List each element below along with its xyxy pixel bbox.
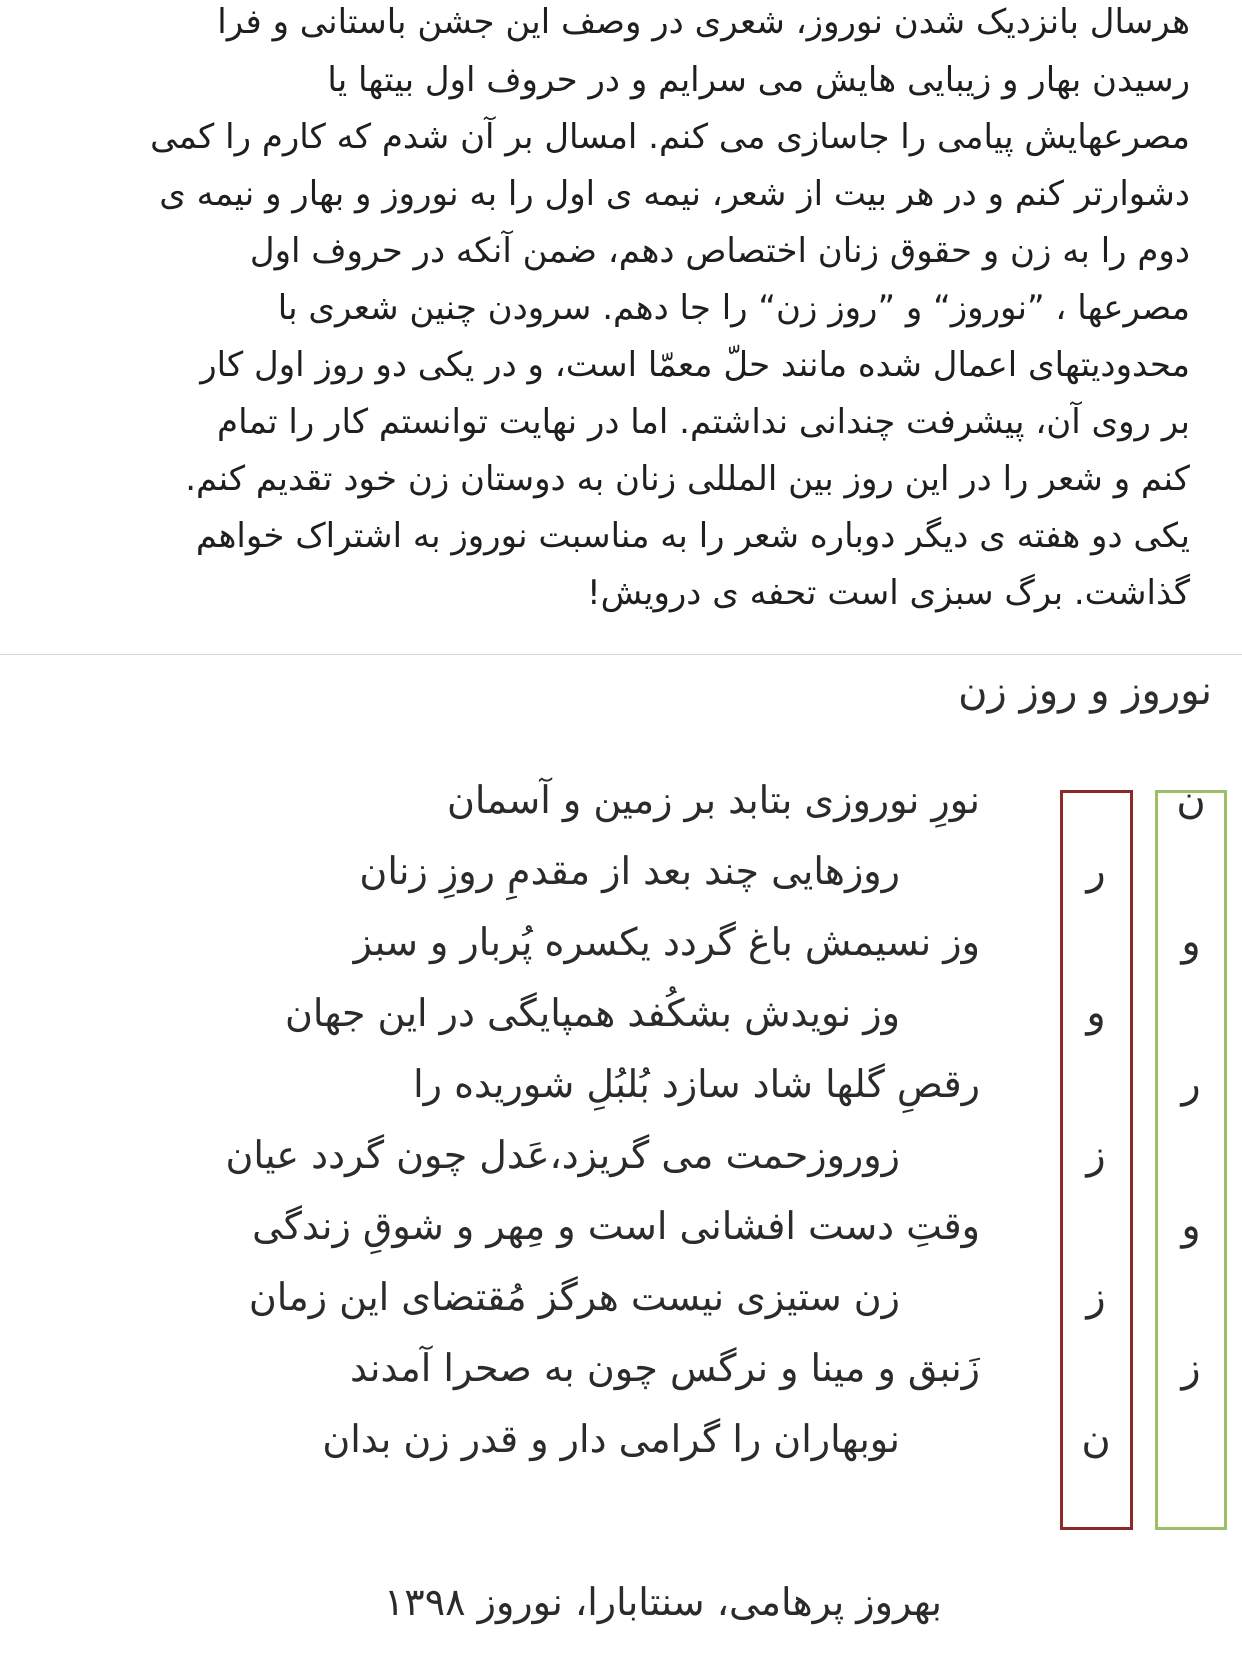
acrostic-letter: و — [1086, 990, 1106, 1036]
poem-verse: وز نویدش بشکُفد همپایگی در این جهان — [284, 991, 900, 1035]
acrostic-letter: ر — [1181, 1061, 1201, 1107]
acrostic-letter: ر — [1086, 848, 1106, 894]
poem-verse: زن ستیزی نیست هرگز مُقتضای این زمان — [248, 1275, 900, 1319]
poem-verse: زَنبق و مینا و نرگس چون به صحرا آمدند — [349, 1346, 980, 1390]
intro-line: مصرعهایش پیامی را جاسازی می کنم. امسال بر آن شدم که کارم را کمی — [150, 117, 1190, 157]
poem-signature: بهروز پرهامی، سنتابارا، نوروز ۱۳۹۸ — [383, 1580, 942, 1624]
poem-verse: رقصِ گلها شاد سازد بُلبُلِ شوریده را — [413, 1062, 980, 1106]
intro-paragraph — [20, 0, 1190, 645]
poem-verse: وز نسیمش باغ گردد یکسره پُربار و سبز — [353, 920, 980, 964]
poem-verse: زوروزحمت می گریزد،عَدل چون گردد عیان — [225, 1133, 900, 1177]
intro-line: مصرعها ، ”نوروز“ و ”روز زن“ را جا دهم. سرودن چنین شعری با — [277, 288, 1190, 328]
poem-verse: نوبهاران را گرامی دار و قدر زن بدان — [322, 1417, 900, 1461]
acrostic-letter: و — [1181, 919, 1201, 965]
intro-line: گذاشت. برگ سبزی است تحفه ی درویش! — [587, 573, 1190, 613]
intro-line: دشوارتر کنم و در هر بیت از شعر، نیمه ی اول را به نوروز و بهار و نیمه ی — [159, 174, 1190, 214]
poem-verse: وقتِ دست افشانی است و مِهر و شوقِ زندگی — [252, 1204, 980, 1248]
acrostic-box-nowruz — [1155, 790, 1227, 1530]
intro-line: هرسال بانزدیک شدن نوروز، شعری در وصف این جشن باستانی و فرا — [217, 2, 1190, 42]
intro-line: محدودیتهای اعمال شده مانند حلّ معمّا است، و در یکی دو روز اول کار — [200, 345, 1190, 385]
poem-verse: نورِ نوروزی بتابد بر زمین و آسمان — [446, 778, 980, 822]
poem-title: نوروز و روز زن — [958, 668, 1212, 714]
acrostic-letter: ز — [1086, 1132, 1106, 1178]
acrostic-letter: و — [1181, 1203, 1201, 1249]
poem-verse: روزهایی چند بعد از مقدمِ روزِ زنان — [359, 849, 900, 893]
intro-line: کنم و شعر را در این روز بین المللی زنان به دوستان زن خود تقدیم کنم. — [185, 459, 1190, 499]
intro-line: رسیدن بهار و زیبایی هایش می سرایم و در حروف اول بیتها یا — [327, 60, 1190, 100]
acrostic-letter: ن — [1081, 1416, 1111, 1462]
acrostic-letter: ز — [1086, 1274, 1106, 1320]
intro-line: دوم را به زن و حقوق زنان اختصاص دهم، ضمن آنکه در حروف اول — [249, 231, 1190, 271]
acrostic-letter: ن — [1176, 777, 1206, 823]
poem-body — [20, 775, 1230, 1550]
image-separator — [0, 654, 1242, 655]
intro-line: یکی دو هفته ی دیگر دوباره شعر را به مناسبت نوروز به اشتراک خواهم — [195, 516, 1190, 556]
intro-line: بر روی آن، پیشرفت چندانی نداشتم. اما در نهایت توانستم کار را تمام — [217, 402, 1190, 442]
acrostic-letter: ز — [1181, 1345, 1201, 1391]
